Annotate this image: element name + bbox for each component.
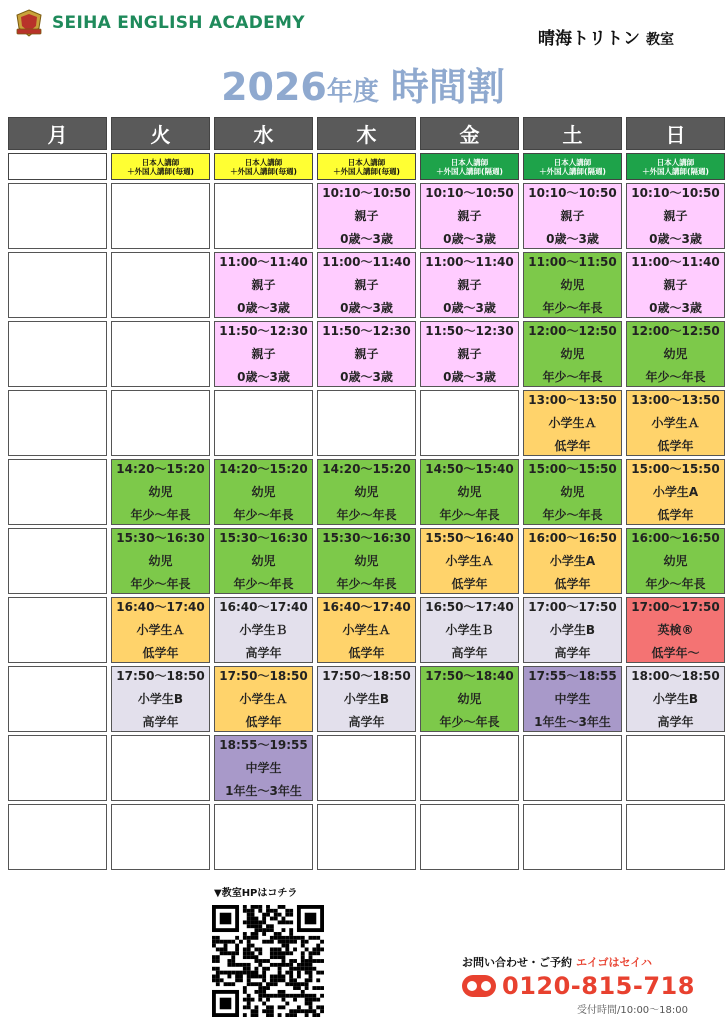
day-header: 水 [214, 117, 313, 150]
class-age: 低学年 [554, 576, 591, 591]
class-name: 幼児 [148, 484, 173, 499]
class-name: 小学生Ｂ [445, 622, 494, 637]
class-time: 14:20～15:20 [322, 461, 411, 476]
empty-slot [214, 390, 313, 456]
class-age: 年少～年長 [336, 576, 397, 591]
class-time: 16:40～17:40 [116, 599, 205, 614]
class-slot [111, 597, 210, 663]
class-name: 小学生Ａ [342, 622, 391, 637]
class-name: 幼児 [148, 553, 173, 568]
class-name: 親子 [560, 208, 585, 223]
class-age: 年少～年長 [439, 714, 500, 729]
teacher-note [8, 153, 107, 180]
class-name: 幼児 [251, 484, 276, 499]
class-slot [626, 390, 725, 456]
class-name: 英検® [657, 622, 694, 637]
class-age: 高学年 [657, 714, 694, 729]
empty-slot [8, 459, 107, 525]
class-time: 11:00～11:40 [219, 254, 308, 269]
school-name [538, 24, 674, 49]
empty-slot [8, 183, 107, 249]
teacher-note [420, 153, 519, 180]
qr-label: ▼教室HPはコチラ [214, 888, 298, 899]
class-slot [214, 735, 313, 801]
class-slot [317, 666, 416, 732]
teacher-note [111, 153, 210, 180]
class-slot [214, 597, 313, 663]
class-age: 低学年 [142, 645, 179, 660]
class-slot [420, 459, 519, 525]
class-slot [523, 528, 622, 594]
class-time: 17:50～18:50 [322, 668, 411, 683]
class-time: 14:20～15:20 [219, 461, 308, 476]
class-name: 幼児 [560, 277, 585, 292]
empty-slot [111, 321, 210, 387]
class-slot [317, 321, 416, 387]
phone-number[interactable]: 0120-815-718 [502, 972, 695, 1000]
class-name: 小学生Ａ [651, 415, 700, 430]
class-age: 0歳～3歳 [649, 231, 702, 246]
class-time: 16:50～17:40 [425, 599, 514, 614]
class-name: 幼児 [457, 691, 482, 706]
title-main: 時間割 [390, 65, 505, 109]
class-age: 低学年 [348, 645, 385, 660]
class-age: 0歳～3歳 [649, 300, 702, 315]
class-slot [523, 321, 622, 387]
class-slot [214, 528, 313, 594]
class-slot [626, 321, 725, 387]
class-age: 年少～年長 [645, 576, 706, 591]
class-age: 年少～年長 [336, 507, 397, 522]
class-age: 0歳～3歳 [443, 231, 496, 246]
class-name: 親子 [251, 346, 276, 361]
class-time: 13:00～13:50 [631, 392, 720, 407]
teacher-note-line2: ＋外国人講師(隔週) [539, 166, 606, 176]
class-time: 15:50～16:40 [425, 530, 514, 545]
phone-row [462, 972, 702, 1000]
class-name: 親子 [457, 208, 482, 223]
class-slot [626, 183, 725, 249]
empty-slot [214, 804, 313, 870]
class-name: 親子 [457, 346, 482, 361]
page-title [0, 56, 726, 111]
teacher-note-line2: ＋外国人講師(隔週) [436, 166, 503, 176]
class-age: 年少～年長 [542, 369, 603, 384]
empty-slot [626, 804, 725, 870]
title-year: 2026 [221, 65, 327, 109]
teacher-note-line2: ＋外国人講師(毎週) [230, 166, 297, 176]
class-slot [214, 321, 313, 387]
teacher-note-line1: 日本人講師 [450, 157, 489, 167]
class-time: 16:00～16:50 [528, 530, 617, 545]
class-name: 小学生B [137, 691, 184, 706]
class-time: 11:00～11:40 [322, 254, 411, 269]
class-name: 幼児 [251, 553, 276, 568]
class-time: 11:00～11:50 [528, 254, 617, 269]
class-time: 17:00～17:50 [528, 599, 617, 614]
class-age: 0歳～3歳 [443, 300, 496, 315]
class-name: 幼児 [663, 553, 688, 568]
class-time: 16:40～17:40 [322, 599, 411, 614]
empty-slot [317, 804, 416, 870]
class-age: 高学年 [245, 645, 282, 660]
empty-slot [317, 390, 416, 456]
class-age: 0歳～3歳 [340, 369, 393, 384]
class-slot [111, 459, 210, 525]
class-age: 0歳～3歳 [340, 231, 393, 246]
school-name-main: 晴海トリトン [538, 29, 640, 49]
class-time: 18:00～18:50 [631, 668, 720, 683]
empty-slot [111, 183, 210, 249]
class-name: 小学生Ａ [239, 691, 288, 706]
empty-slot [8, 597, 107, 663]
class-age: 年少～年長 [130, 576, 191, 591]
class-age: 0歳～3歳 [237, 300, 290, 315]
class-time: 17:55～18:55 [528, 668, 617, 683]
free-dial-icon [462, 975, 496, 997]
class-slot [420, 597, 519, 663]
teacher-note-line1: 日本人講師 [553, 157, 592, 167]
class-slot [626, 252, 725, 318]
class-time: 12:00～12:50 [631, 323, 720, 338]
class-slot [523, 459, 622, 525]
class-name: 小学生B [652, 691, 699, 706]
class-name: 幼児 [560, 346, 585, 361]
class-time: 16:40～17:40 [219, 599, 308, 614]
teacher-note-line2: ＋外国人講師(毎週) [333, 166, 400, 176]
day-header: 金 [420, 117, 519, 150]
class-time: 10:10～10:50 [528, 185, 617, 200]
empty-slot [8, 666, 107, 732]
class-name: 幼児 [457, 484, 482, 499]
class-time: 17:50～18:40 [425, 668, 514, 683]
class-slot [317, 183, 416, 249]
teacher-note [626, 153, 725, 180]
class-time: 11:50～12:30 [322, 323, 411, 338]
class-slot [523, 390, 622, 456]
class-time: 15:30～16:30 [116, 530, 205, 545]
empty-slot [111, 804, 210, 870]
day-header: 月 [8, 117, 107, 150]
class-time: 15:00～15:50 [528, 461, 617, 476]
contact-kana: エイゴはセイハ [576, 956, 653, 969]
class-age: 低学年 [451, 576, 488, 591]
teacher-note-line1: 日本人講師 [244, 157, 283, 167]
class-age: 低学年 [554, 438, 591, 453]
teacher-note [317, 153, 416, 180]
teacher-note [523, 153, 622, 180]
qr-code-icon[interactable] [212, 905, 324, 1017]
class-slot [214, 252, 313, 318]
day-header: 日 [626, 117, 725, 150]
class-time: 10:10～10:50 [631, 185, 720, 200]
class-name: 親子 [354, 208, 379, 223]
class-time: 11:00～11:40 [631, 254, 720, 269]
class-name: 幼児 [354, 484, 379, 499]
class-time: 15:00～15:50 [631, 461, 720, 476]
class-slot [523, 183, 622, 249]
class-name: 幼児 [354, 553, 379, 568]
class-name: 中学生 [554, 691, 591, 706]
class-slot [214, 666, 313, 732]
class-slot [111, 528, 210, 594]
class-slot [626, 666, 725, 732]
empty-slot [111, 390, 210, 456]
class-age: 高学年 [142, 714, 179, 729]
contact-line [462, 954, 702, 970]
class-slot [317, 597, 416, 663]
empty-slot [8, 528, 107, 594]
class-name: 幼児 [560, 484, 585, 499]
class-age: 低学年 [657, 507, 694, 522]
class-slot [420, 666, 519, 732]
empty-slot [523, 735, 622, 801]
class-slot [214, 459, 313, 525]
class-age: 0歳～3歳 [340, 300, 393, 315]
class-name: 親子 [354, 346, 379, 361]
teacher-note-line1: 日本人講師 [656, 157, 695, 167]
class-age: 低学年～ [651, 645, 700, 660]
class-time: 17:50～18:50 [219, 668, 308, 683]
class-age: 1年生～3年生 [534, 714, 611, 729]
teacher-note-line2: ＋外国人講師(毎週) [127, 166, 194, 176]
class-slot [420, 252, 519, 318]
class-age: 0歳～3歳 [237, 369, 290, 384]
empty-slot [8, 804, 107, 870]
class-name: 幼児 [663, 346, 688, 361]
class-age: 年少～年長 [542, 507, 603, 522]
class-name: 小学生Ａ [136, 622, 185, 637]
class-time: 13:00～13:50 [528, 392, 617, 407]
class-time: 10:10～10:50 [425, 185, 514, 200]
crest-logo-icon [14, 8, 44, 38]
class-age: 年少～年長 [439, 507, 500, 522]
brand-logo [14, 8, 305, 38]
class-name: 親子 [663, 277, 688, 292]
class-name: 小学生A [549, 553, 596, 568]
class-slot [523, 597, 622, 663]
class-slot [317, 459, 416, 525]
class-name: 小学生B [343, 691, 390, 706]
empty-slot [8, 252, 107, 318]
class-slot [420, 321, 519, 387]
class-name: 親子 [251, 277, 276, 292]
class-time: 14:50～15:40 [425, 461, 514, 476]
class-time: 10:10～10:50 [322, 185, 411, 200]
class-name: 小学生Ｂ [239, 622, 288, 637]
teacher-note-line1: 日本人講師 [141, 157, 180, 167]
class-age: 高学年 [451, 645, 488, 660]
class-slot [420, 528, 519, 594]
class-age: 1年生～3年生 [225, 783, 302, 798]
empty-slot [111, 252, 210, 318]
teacher-note-line2: ＋外国人講師(隔週) [642, 166, 709, 176]
class-age: 高学年 [348, 714, 385, 729]
class-name: 親子 [663, 208, 688, 223]
teacher-note [214, 153, 313, 180]
class-age: 年少～年長 [233, 576, 294, 591]
class-age: 年少～年長 [645, 369, 706, 384]
class-slot [317, 528, 416, 594]
empty-slot [111, 735, 210, 801]
class-age: 低学年 [245, 714, 282, 729]
class-slot [523, 252, 622, 318]
class-name: 小学生Ａ [548, 415, 597, 430]
teacher-note-line1: 日本人講師 [347, 157, 386, 167]
empty-slot [214, 183, 313, 249]
class-slot [523, 666, 622, 732]
class-name: 親子 [457, 277, 482, 292]
empty-slot [317, 735, 416, 801]
class-age: 高学年 [554, 645, 591, 660]
class-time: 12:00～12:50 [528, 323, 617, 338]
class-time: 16:00～16:50 [631, 530, 720, 545]
class-time: 18:55～19:55 [219, 737, 308, 752]
school-name-suffix: 教室 [646, 32, 674, 48]
class-age: 年少～年長 [233, 507, 294, 522]
class-slot [626, 597, 725, 663]
class-time: 17:00～17:50 [631, 599, 720, 614]
class-age: 年少～年長 [130, 507, 191, 522]
title-nendo: 年度 [326, 77, 379, 107]
reception-hours: 受付時間/10:00～18:00 [576, 1005, 688, 1016]
contact-text: お問い合わせ・ご予約 [462, 956, 572, 969]
day-header: 木 [317, 117, 416, 150]
class-age: 0歳～3歳 [546, 231, 599, 246]
class-slot [111, 666, 210, 732]
class-time: 11:00～11:40 [425, 254, 514, 269]
empty-slot [420, 804, 519, 870]
class-slot [626, 528, 725, 594]
empty-slot [8, 321, 107, 387]
class-slot [626, 459, 725, 525]
empty-slot [8, 735, 107, 801]
class-name: 小学生A [652, 484, 699, 499]
class-time: 11:50～12:30 [425, 323, 514, 338]
class-time: 11:50～12:30 [219, 323, 308, 338]
empty-slot [626, 735, 725, 801]
class-name: 小学生B [549, 622, 596, 637]
class-slot [317, 252, 416, 318]
empty-slot [420, 735, 519, 801]
class-time: 15:30～16:30 [219, 530, 308, 545]
day-header: 土 [523, 117, 622, 150]
class-slot [420, 183, 519, 249]
class-name: 小学生Ａ [445, 553, 494, 568]
empty-slot [523, 804, 622, 870]
empty-slot [420, 390, 519, 456]
empty-slot [8, 390, 107, 456]
contact-block [462, 954, 702, 1016]
class-time: 15:30～16:30 [322, 530, 411, 545]
class-age: 低学年 [657, 438, 694, 453]
day-header: 火 [111, 117, 210, 150]
class-time: 14:20～15:20 [116, 461, 205, 476]
class-name: 中学生 [245, 760, 282, 775]
timetable-grid [8, 117, 725, 870]
class-time: 17:50～18:50 [116, 668, 205, 683]
class-name: 親子 [354, 277, 379, 292]
class-age: 年少～年長 [542, 300, 603, 315]
class-age: 0歳～3歳 [443, 369, 496, 384]
brand-name: SEIHA ENGLISH ACADEMY [52, 13, 305, 33]
